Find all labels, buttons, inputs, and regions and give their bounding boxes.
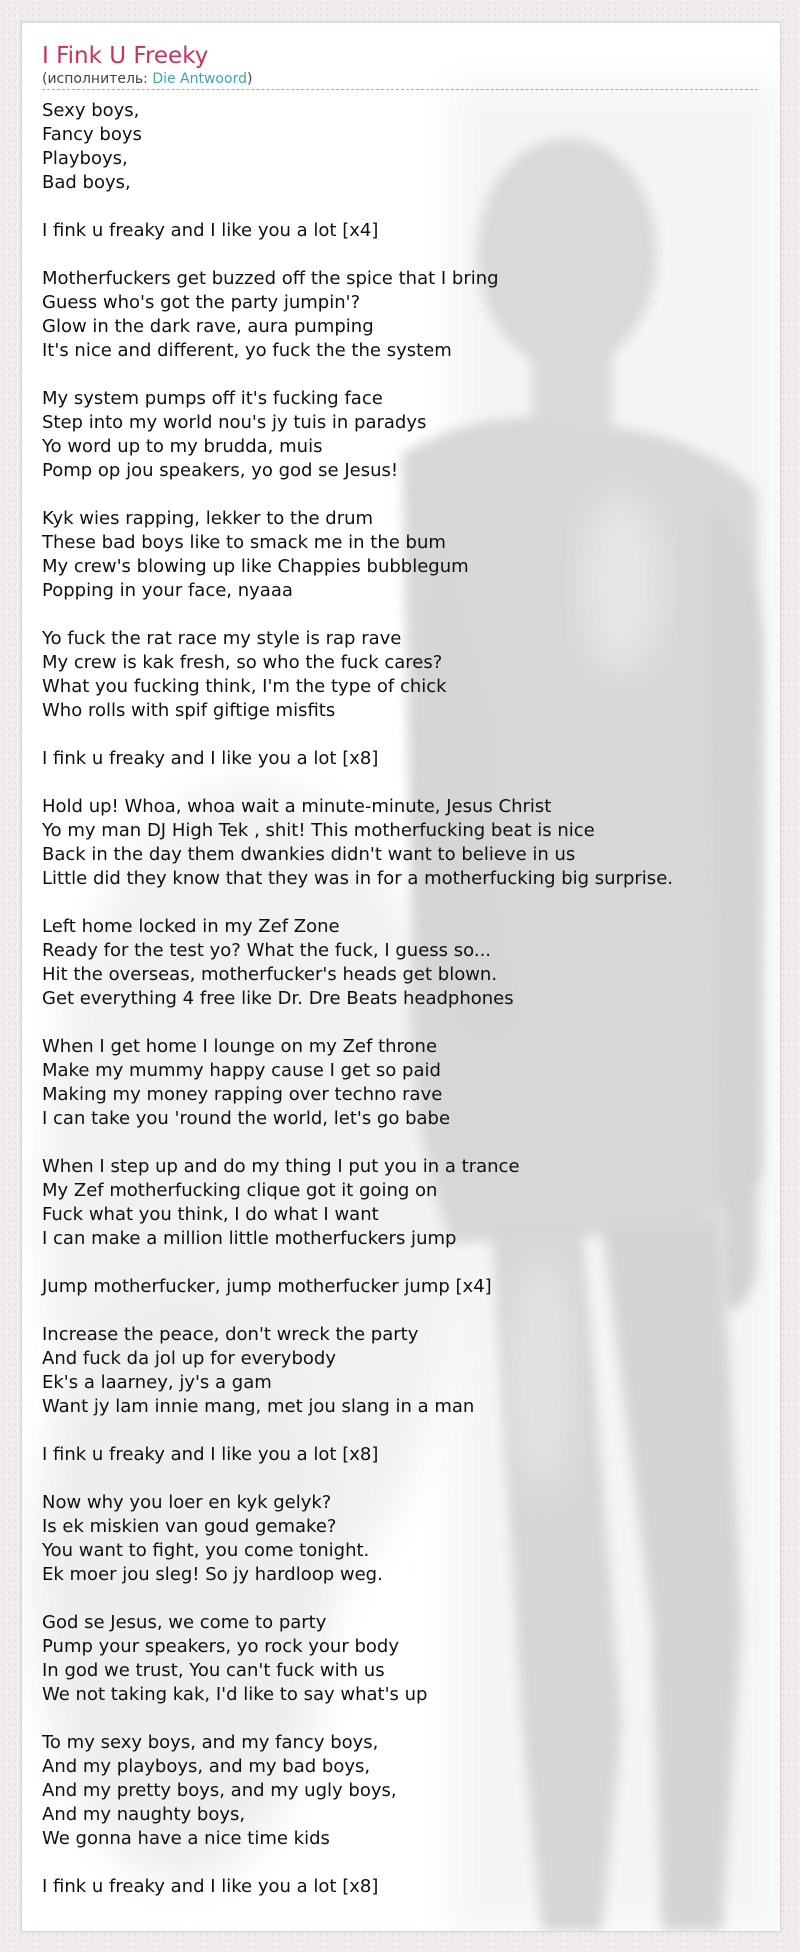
- lyric-line: Is ek miskien van goud gemake?: [42, 1516, 337, 1537]
- lyric-line: Now why you loer en kyk gelyk?: [42, 1492, 332, 1513]
- lyric-line: God se Jesus, we come to party: [42, 1612, 327, 1633]
- lyric-line: I fink u freaky and I like you a lot [x4]: [42, 220, 379, 241]
- lyric-line: I fink u freaky and I like you a lot [x8]: [42, 1876, 379, 1897]
- lyric-line: My crew is kak fresh, so who the fuck cares?: [42, 652, 443, 673]
- lyric-line: Step into my world nou's jy tuis in paradys: [42, 412, 427, 433]
- lyric-line: My system pumps off it's fucking face: [42, 388, 383, 409]
- artist-link[interactable]: Die Antwoord: [152, 71, 247, 87]
- performer-suffix: ): [246, 71, 253, 87]
- lyric-stanza: [42, 795, 758, 891]
- lyric-stanza: [42, 1611, 758, 1707]
- lyric-line: I can take you 'round the world, let's go babe: [42, 1108, 451, 1129]
- lyric-line: I fink u freaky and I like you a lot [x8]: [42, 1444, 379, 1465]
- lyric-line: We gonna have a nice time kids: [42, 1828, 330, 1849]
- lyric-line: When I step up and do my thing I put you in a trance: [42, 1156, 520, 1177]
- lyric-line: We not taking kak, I'd like to say what's up: [42, 1684, 428, 1705]
- lyric-line: Want jy lam innie mang, met jou slang in a man: [42, 1396, 475, 1417]
- lyric-stanza: [42, 1491, 758, 1587]
- lyric-line: Ek moer jou sleg! So jy hardloop weg.: [42, 1564, 383, 1585]
- lyric-line: I fink u freaky and I like you a lot [x8]: [42, 748, 379, 769]
- lyric-line: Yo word up to my brudda, muis: [42, 436, 323, 457]
- lyric-line: My crew's blowing up like Chappies bubblegum: [42, 556, 469, 577]
- lyric-line: What you fucking think, I'm the type of chick: [42, 676, 447, 697]
- lyric-line: Increase the peace, don't wreck the party: [42, 1324, 419, 1345]
- lyric-stanza: [42, 1731, 758, 1851]
- lyric-line: Pump your speakers, yo rock your body: [42, 1636, 399, 1657]
- lyric-line: Make my mummy happy cause I get so paid: [42, 1060, 441, 1081]
- lyric-line: Back in the day them dwankies didn't want to believe in us: [42, 844, 576, 865]
- lyrics-card: [21, 22, 781, 1932]
- content: [42, 41, 758, 1923]
- lyrics-text: [42, 99, 758, 1899]
- lyric-stanza: [42, 219, 758, 243]
- lyric-stanza: [42, 1275, 758, 1299]
- lyric-stanza: [42, 1443, 758, 1467]
- lyric-stanza: [42, 1875, 758, 1899]
- lyric-line: Who rolls with spif giftige misfits: [42, 700, 336, 721]
- lyric-line: Glow in the dark rave, aura pumping: [42, 316, 374, 337]
- lyric-line: Fancy boys: [42, 124, 142, 145]
- lyric-line: Guess who's got the party jumpin'?: [42, 292, 361, 313]
- lyric-stanza: [42, 915, 758, 1011]
- lyric-line: Left home locked in my Zef Zone: [42, 916, 340, 937]
- lyric-stanza: [42, 507, 758, 603]
- lyric-line: Motherfuckers get buzzed off the spice that I bring: [42, 268, 499, 289]
- lyric-stanza: [42, 1323, 758, 1419]
- lyric-line: Little did they know that they was in for a motherfucking big surprise.: [42, 868, 673, 889]
- lyric-line: Get everything 4 free like Dr. Dre Beats headphones: [42, 988, 514, 1009]
- song-title: I Fink U Freeky: [42, 43, 209, 69]
- lyric-stanza: [42, 747, 758, 771]
- lyric-line: Yo my man DJ High Tek , shit! This motherfucking beat is nice: [42, 820, 595, 841]
- lyric-line: These bad boys like to smack me in the bum: [42, 532, 446, 553]
- lyric-line: To my sexy boys, and my fancy boys,: [42, 1732, 379, 1753]
- lyric-stanza: [42, 1155, 758, 1251]
- lyric-line: Ready for the test yo? What the fuck, I guess so...: [42, 940, 492, 961]
- performer-prefix: (исполнитель:: [42, 71, 153, 87]
- lyric-line: Hold up! Whoa, whoa wait a minute-minute, Jesus Christ: [42, 796, 552, 817]
- lyric-line: Kyk wies rapping, lekker to the drum: [42, 508, 374, 529]
- lyric-line: When I get home I lounge on my Zef throne: [42, 1036, 438, 1057]
- lyric-line: And my pretty boys, and my ugly boys,: [42, 1780, 397, 1801]
- lyric-line: And my naughty boys,: [42, 1804, 246, 1825]
- lyric-stanza: [42, 627, 758, 723]
- lyric-line: In god we trust, You can't fuck with us: [42, 1660, 385, 1681]
- lyric-line: It's nice and different, yo fuck the the system: [42, 340, 452, 361]
- lyric-line: I can make a million little motherfuckers jump: [42, 1228, 457, 1249]
- lyric-line: Popping in your face, nyaaa: [42, 580, 293, 601]
- lyric-line: Ek's a laarney, jy's a gam: [42, 1372, 272, 1393]
- lyric-stanza: [42, 267, 758, 363]
- lyric-line: Playboys,: [42, 148, 128, 169]
- lyric-stanza: [42, 1035, 758, 1131]
- lyric-line: Pomp op jou speakers, yo god se Jesus!: [42, 460, 399, 481]
- performer-line: [42, 71, 758, 90]
- lyric-stanza: [42, 99, 758, 195]
- lyric-line: Sexy boys,: [42, 100, 140, 121]
- lyric-line: Bad boys,: [42, 172, 131, 193]
- lyric-line: And my playboys, and my bad boys,: [42, 1756, 371, 1777]
- lyric-line: Making my money rapping over techno rave: [42, 1084, 443, 1105]
- lyric-line: Jump motherfucker, jump motherfucker jump [x4]: [42, 1276, 492, 1297]
- lyric-line: Hit the overseas, motherfucker's heads get blown.: [42, 964, 498, 985]
- lyric-line: Fuck what you think, I do what I want: [42, 1204, 379, 1225]
- lyric-line: My Zef motherfucking clique got it going on: [42, 1180, 438, 1201]
- lyric-stanza: [42, 387, 758, 483]
- lyric-line: You want to fight, you come tonight.: [42, 1540, 370, 1561]
- lyric-line: Yo fuck the rat race my style is rap rave: [42, 628, 402, 649]
- lyric-line: And fuck da jol up for everybody: [42, 1348, 336, 1369]
